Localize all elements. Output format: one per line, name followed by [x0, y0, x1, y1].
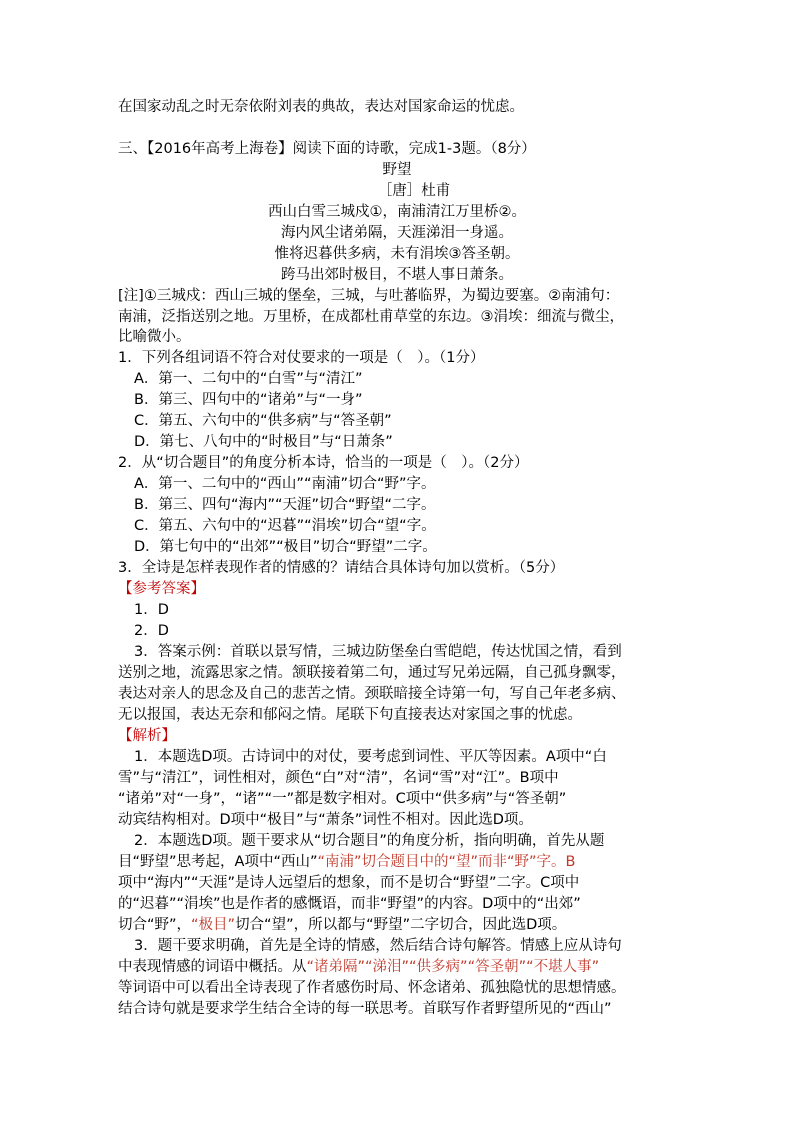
- question-2-option: D．第七句中的“出郊”“极目”切合“野望”二字。: [134, 539, 437, 555]
- analysis-2-text: 切合“野”，: [118, 917, 192, 933]
- analysis-2-highlight: “极目”: [191, 917, 236, 933]
- analysis-1-line: 动宾结构相对。D项中“极目”与“萧条”词性不相对。因此选D项。: [118, 812, 533, 828]
- analysis-1-line: “诸弟”对“一身”，“诸”“一”都是数字相对。C项中“供多病”与“答圣朝”: [118, 791, 567, 807]
- poem-author: ［唐］杜甫: [377, 183, 451, 199]
- note-line: 比喻微小。: [118, 329, 191, 345]
- note-line: 南浦，泛指送别之地。万里桥，在成都杜甫草堂的东边。③涓埃：细流与微尘，: [118, 309, 624, 325]
- analysis-3-highlight: “诸弟隔”“涕泪”“供多病”“答圣朝”“不堪人事”: [306, 959, 600, 975]
- analysis-3-line: [118, 957, 718, 977]
- answer-heading: 【参考答案】: [118, 581, 205, 597]
- analysis-1-line: 1．本题选D项。古诗词中的对仗，要考虑到词性、平仄等因素。A项中“白: [134, 749, 607, 765]
- question-1-stem: 1．下列各组词语不符合对仗要求的一项是（ ）。（1分）: [118, 350, 485, 366]
- analysis-2-line: 项中“海内”“天涯”是诗人远望后的想象，而不是切合“野望”二字。C项中: [118, 875, 580, 891]
- analysis-heading: 【解析】: [118, 728, 176, 744]
- analysis-3-line: 结合诗句就是要求学生结合全诗的每一联思考。首联写作者野望所见的“西山”: [118, 1001, 612, 1017]
- analysis-3-line: 3．题干要求明确，首先是全诗的情感，然后结合诗句解答。情感上应从诗句: [134, 938, 622, 954]
- analysis-2-line: [118, 915, 718, 935]
- answer-3-line: 送别之地，流露思家之情。颔联接着第二句，通过写兄弟远隔，自己孤身飘零，: [118, 665, 626, 681]
- poem-line: 惟将迟暮供多病，未有涓埃③答圣朝。: [274, 246, 520, 262]
- poem-line: 西山白雪三城戍①，南浦清江万里桥②。: [268, 204, 526, 220]
- question-1-option: A．第一、二句中的“白雪”与“清江”: [134, 371, 363, 387]
- answer-item: 1．D: [134, 602, 169, 618]
- analysis-1-line: 雪”与“清江”，词性相对，颜色“白”对“清”，名词“雪”对“江”。B项中: [118, 770, 559, 786]
- answer-item: 2．D: [134, 623, 169, 639]
- question-2-stem: 2．从“切合题目”的角度分析本诗，恰当的一项是（ ）。（2分）: [118, 455, 529, 471]
- analysis-2-line: 2．本题选D项。题干要求从“切合题目”的角度分析，指向明确，首先从题: [134, 833, 605, 849]
- answer-3-line: 表达对亲人的思念及自己的悲苦之情。颈联暗接全诗第一句，写自己年老多病、: [118, 686, 626, 702]
- question-1-option: D．第七、八句中的“时极目”与“日萧条”: [134, 434, 393, 450]
- analysis-2-line: [118, 852, 718, 872]
- question-1-option: C．第五、六句中的“供多病”与“答圣朝”: [134, 413, 392, 429]
- section-heading: 三、【2016年高考上海卷】阅读下面的诗歌，完成1-3题。（8分）: [118, 141, 536, 157]
- analysis-2-text: 切合“望”，所以都与“野望”二字切合，因此选D项。: [235, 917, 567, 933]
- analysis-2-line: 的“迟暮”“涓埃”也是作者的感慨语，而非“野望”的内容。D项中的“出郊”: [118, 896, 581, 912]
- poem-line: 跨马出郊时极目，不堪人事日萧条。: [281, 267, 513, 283]
- question-1-option: B．第三、四句中的“诸弟”与“一身”: [134, 392, 363, 408]
- question-3-stem: 3．全诗是怎样表现作者的情感的？请结合具体诗句加以赏析。（5分）: [118, 560, 565, 576]
- analysis-2-text: 目“野望”思考起，A项中“西山”: [118, 854, 318, 870]
- analysis-2-highlight: “南浦”切合题目中的“望”而非“野”字。B: [317, 854, 576, 870]
- poem-line: 海内风尘诸弟隔，天涯涕泪一身遥。: [281, 225, 513, 241]
- analysis-3-text: 中表现情感的词语中概括。从: [118, 959, 307, 975]
- answer-3-line: 无以报国，表达无奈和郁闷之情。尾联下句直接表达对家国之事的忧虑。: [118, 707, 582, 723]
- question-2-option: A．第一、二句中的“西山”“南浦”切合“野”字。: [134, 476, 436, 492]
- intro-line: 在国家动乱之时无奈依附刘表的典故，表达对国家命运的忧虑。: [118, 99, 524, 115]
- analysis-3-line: 等词语中可以看出全诗表现了作者感伤时局、怀念诸弟、孤独隐忧的思想情感。: [118, 980, 626, 996]
- question-2-option: B．第三、四句“海内”“天涯”切合“野望“二字。: [134, 497, 436, 513]
- poem-title: 野望: [382, 162, 412, 178]
- question-2-option: C．第五、六句中的“迟暮”“涓埃”切合“望“字。: [134, 518, 436, 534]
- answer-3-line: 3．答案示例：首联以景写情，三城边防堡垒白雪皑皑，传达忧国之情，看到: [134, 644, 622, 660]
- note-line: [注]①三城戍：西山三城的堡垒，三城，与吐蕃临界，为蜀边要塞。②南浦句：: [118, 288, 620, 304]
